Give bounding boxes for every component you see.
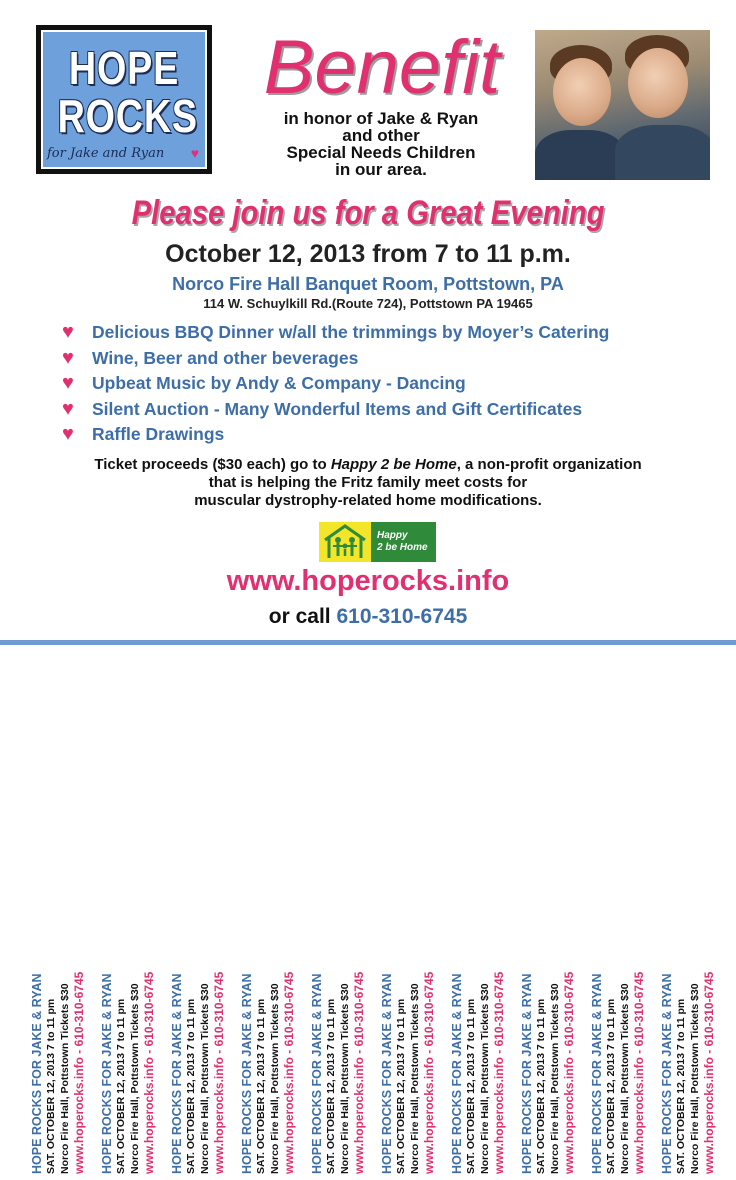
event-address: 114 W. Schuylkill Rd.(Route 724), Pottstown PA 19465 <box>203 296 533 311</box>
tab-line-2: SAT. OCTOBER 12, 2013 7 to 11 pm <box>465 998 477 1174</box>
logo-panel <box>41 30 207 169</box>
feature-item <box>62 320 609 346</box>
benefit-title: Benefit <box>263 25 501 110</box>
hope-rocks-logo <box>36 25 212 174</box>
house-family-icon <box>319 522 371 562</box>
tab-line-3: Norco Fire Hall, Pottstown Tickets $30 <box>689 983 701 1174</box>
tab-line-2: SAT. OCTOBER 12, 2013 7 to 11 pm <box>535 998 547 1174</box>
tear-tab[interactable] <box>310 650 380 1174</box>
logo-subtitle: for Jake and Ryan <box>47 146 165 161</box>
tear-tab-text <box>660 880 730 1180</box>
proceeds-line-2: that is helping the Fritz family meet costs for <box>208 474 528 491</box>
tab-line-3: Norco Fire Hall, Pottstown Tickets $30 <box>549 983 561 1174</box>
tear-tab-text <box>100 880 170 1180</box>
tear-tab[interactable] <box>520 650 590 1174</box>
tab-line-4: www.hoperocks.info - 610-310-6745 <box>142 971 156 1174</box>
call-line <box>0 605 736 629</box>
tab-line-4: www.hoperocks.info - 610-310-6745 <box>702 971 716 1174</box>
honor-line-3: Special Needs Children <box>286 143 476 162</box>
tab-line-2: SAT. OCTOBER 12, 2013 7 to 11 pm <box>325 998 337 1174</box>
tear-off-tabs <box>0 650 736 1174</box>
tear-tab[interactable] <box>660 650 730 1174</box>
tear-tab[interactable] <box>380 650 450 1174</box>
tab-line-2: SAT. OCTOBER 12, 2013 7 to 11 pm <box>115 998 127 1174</box>
feature-label: Silent Auction - Many Wonderful Items and Gift Certificates <box>92 398 583 419</box>
tab-line-2: SAT. OCTOBER 12, 2013 7 to 11 pm <box>395 998 407 1174</box>
feature-label: Wine, Beer and other beverages <box>92 347 359 368</box>
tab-line-1: HOPE ROCKS FOR JAKE & RYAN <box>310 973 324 1174</box>
left-boy-shirt <box>535 130 625 180</box>
right-boy-shirt <box>615 125 710 180</box>
tab-line-1: HOPE ROCKS FOR JAKE & RYAN <box>450 973 464 1174</box>
happy-logo-line-1: Happy <box>377 530 408 541</box>
heart-icon: ♥ <box>190 145 199 161</box>
call-prefix: or call <box>268 605 331 628</box>
honor-line-4: in our area. <box>335 160 427 179</box>
tab-line-3: Norco Fire Hall, Pottstown Tickets $30 <box>269 983 281 1174</box>
happy-logo-text <box>371 522 436 562</box>
tab-line-2: SAT. OCTOBER 12, 2013 7 to 11 pm <box>255 998 267 1174</box>
tear-tab[interactable] <box>590 650 660 1174</box>
tab-line-3: Norco Fire Hall, Pottstown Tickets $30 <box>479 983 491 1174</box>
proceeds-text <box>40 456 696 510</box>
tab-line-4: www.hoperocks.info - 610-310-6745 <box>562 971 576 1174</box>
tear-tab[interactable] <box>100 650 170 1174</box>
feature-label: Delicious BBQ Dinner w/all the trimmings by Moyer’s Catering <box>92 322 610 343</box>
proceeds-line-1-b: , a non-profit organization <box>456 456 642 473</box>
feature-label: Upbeat Music by Andy & Company - Dancing <box>92 373 466 394</box>
honor-line-1: in honor of Jake & Ryan <box>283 109 479 128</box>
event-venue: Norco Fire Hall Banquet Room, Pottstown, PA <box>172 274 564 294</box>
tab-line-4: www.hoperocks.info - 610-310-6745 <box>632 971 646 1174</box>
left-boy-face <box>553 58 611 126</box>
tear-tab-text <box>520 880 590 1180</box>
tear-tab-text <box>450 880 520 1180</box>
tear-tab[interactable] <box>240 650 310 1174</box>
tab-line-3: Norco Fire Hall, Pottstown Tickets $30 <box>59 983 71 1174</box>
tab-line-1: HOPE ROCKS FOR JAKE & RYAN <box>660 973 674 1174</box>
feature-label: Raffle Drawings <box>92 424 225 445</box>
tab-line-4: www.hoperocks.info - 610-310-6745 <box>212 971 226 1174</box>
boys-photo <box>535 30 710 180</box>
tab-line-1: HOPE ROCKS FOR JAKE & RYAN <box>100 973 114 1174</box>
tab-line-1: HOPE ROCKS FOR JAKE & RYAN <box>520 973 534 1174</box>
tab-line-1: HOPE ROCKS FOR JAKE & RYAN <box>240 973 254 1174</box>
feature-item <box>62 397 609 423</box>
honor-line-2: and other <box>342 126 420 145</box>
divider <box>0 640 736 645</box>
proceeds-line-1 <box>40 456 696 474</box>
happy-logo-line-2: 2 be Home <box>377 542 428 553</box>
tear-tab-text <box>170 880 240 1180</box>
tear-tab-text <box>310 880 380 1180</box>
feature-item <box>62 346 609 372</box>
tear-tab[interactable] <box>450 650 520 1174</box>
tab-line-1: HOPE ROCKS FOR JAKE & RYAN <box>170 973 184 1174</box>
tab-line-3: Norco Fire Hall, Pottstown Tickets $30 <box>409 983 421 1174</box>
logo-word-rocks: ROCKS <box>57 90 198 142</box>
tab-line-2: SAT. OCTOBER 12, 2013 7 to 11 pm <box>185 998 197 1174</box>
website-link[interactable]: www.hoperocks.info <box>226 565 510 597</box>
tab-line-4: www.hoperocks.info - 610-310-6745 <box>352 971 366 1174</box>
tab-line-1: HOPE ROCKS FOR JAKE & RYAN <box>30 973 44 1174</box>
proceeds-line-3: muscular dystrophy-related home modifications. <box>194 492 542 509</box>
tear-tab[interactable] <box>170 650 240 1174</box>
event-date: October 12, 2013 from 7 to 11 p.m. <box>165 240 571 268</box>
feature-item <box>62 371 609 397</box>
honor-text <box>236 110 526 178</box>
tab-line-4: www.hoperocks.info - 610-310-6745 <box>492 971 506 1174</box>
heart-icon: ♥ <box>62 397 74 420</box>
tab-line-4: www.hoperocks.info - 610-310-6745 <box>422 971 436 1174</box>
tear-tab-text <box>590 880 660 1180</box>
logo-word-hope: HOPE <box>68 42 180 94</box>
heart-icon: ♥ <box>62 423 74 446</box>
feature-item <box>62 422 609 448</box>
proceeds-line-1-a: Ticket proceeds ($30 each) go to <box>94 456 331 473</box>
phone-number[interactable]: 610-310-6745 <box>336 605 468 628</box>
tab-line-4: www.hoperocks.info - 610-310-6745 <box>72 971 86 1174</box>
tear-tab[interactable] <box>30 650 100 1174</box>
headline: Please join us for a Great Evening <box>131 194 605 232</box>
heart-icon: ♥ <box>62 321 74 344</box>
heart-icon: ♥ <box>62 372 74 395</box>
tab-line-2: SAT. OCTOBER 12, 2013 7 to 11 pm <box>675 998 687 1174</box>
heart-icon: ♥ <box>62 346 74 369</box>
tab-line-2: SAT. OCTOBER 12, 2013 7 to 11 pm <box>605 998 617 1174</box>
tab-line-3: Norco Fire Hall, Pottstown Tickets $30 <box>199 983 211 1174</box>
happy-2-be-home-logo <box>319 522 436 562</box>
tab-line-1: HOPE ROCKS FOR JAKE & RYAN <box>380 973 394 1174</box>
tear-tab-text <box>30 880 100 1180</box>
tear-tab-text <box>380 880 450 1180</box>
tab-line-3: Norco Fire Hall, Pottstown Tickets $30 <box>339 983 351 1174</box>
tab-line-2: SAT. OCTOBER 12, 2013 7 to 11 pm <box>45 998 57 1174</box>
tab-line-4: www.hoperocks.info - 610-310-6745 <box>282 971 296 1174</box>
tab-line-3: Norco Fire Hall, Pottstown Tickets $30 <box>129 983 141 1174</box>
tab-line-1: HOPE ROCKS FOR JAKE & RYAN <box>590 973 604 1174</box>
org-name: Happy 2 be Home <box>330 456 457 473</box>
tear-tab-text <box>240 880 310 1180</box>
tab-line-3: Norco Fire Hall, Pottstown Tickets $30 <box>619 983 631 1174</box>
feature-list <box>62 320 609 448</box>
right-boy-face <box>628 48 688 118</box>
